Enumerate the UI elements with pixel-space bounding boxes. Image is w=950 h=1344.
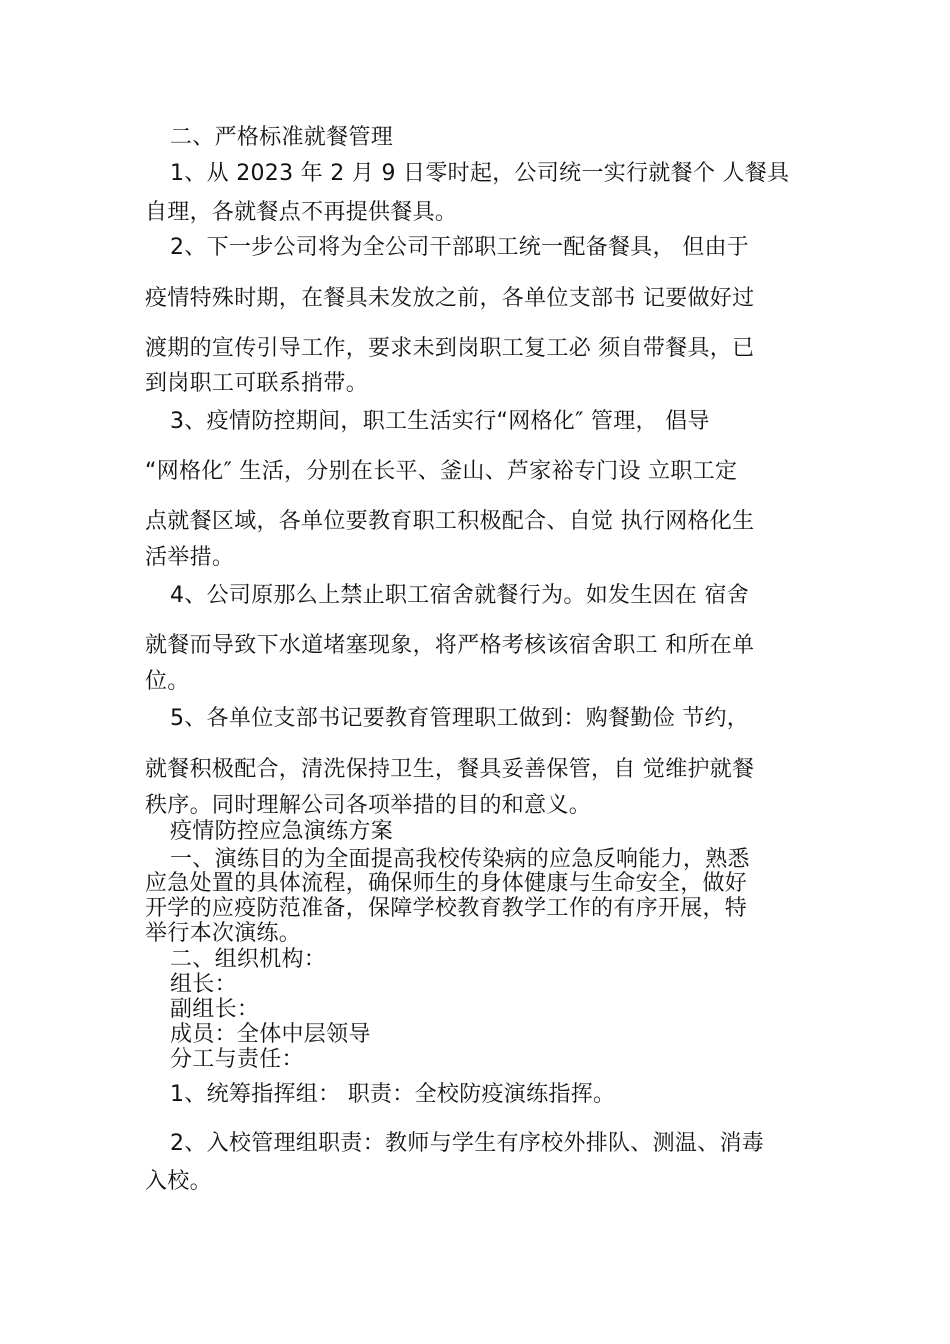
paragraph-line: 分工与责任：: [170, 1047, 304, 1072]
section-heading: 二、严格标准就餐管理: [170, 125, 394, 150]
paragraph-line: 秩序。同时理解公司各项举措的目的和意义。: [145, 793, 592, 818]
paragraph-line: 3、疫情防控期间，职工生活实行“网格化″ 管理， 倡导: [170, 409, 710, 434]
paragraph-line: 副组长：: [170, 997, 260, 1022]
paragraph-line: 就餐而导致下水道堵塞现象，将严格考核该宿舍职工 和所在单: [145, 633, 755, 658]
paragraph-line: 入校。: [145, 1169, 212, 1194]
paragraph-line: 1、统筹指挥组： 职责：全校防疫演练指挥。: [170, 1082, 616, 1107]
paragraph-line: 成员：全体中层领导: [170, 1022, 371, 1047]
paragraph-line: 点就餐区域，各单位要教育职工积极配合、自觉 执行网格化生: [145, 509, 755, 534]
paragraph-line: 到岗职工可联系捎带。: [145, 371, 369, 396]
paragraph-line: 举行本次演练。: [145, 921, 302, 946]
paragraph-line: 自理，各就餐点不再提供餐具。: [145, 200, 458, 225]
paragraph-line: 开学的应疫防范准备，保障学校教育教学工作的有序开展，特: [145, 896, 748, 921]
paragraph-line: 活举措。: [145, 545, 235, 570]
paragraph-line: 应急处置的具体流程，确保师生的身体健康与生命安全，做好: [145, 871, 748, 896]
paragraph-line: 渡期的宣传引导工作，要求未到岗职工复工必 须自带餐具，已: [145, 336, 755, 361]
paragraph-line: 疫情特殊时期，在餐具未发放之前，各单位支部书 记要做好过: [145, 286, 755, 311]
paragraph-line: 一、演练目的为全面提高我校传染病的应急反响能力，熟悉: [170, 847, 750, 872]
section-heading: 二、组织机构：: [170, 947, 327, 972]
paragraph-line: “网格化″ 生活，分别在长平、釜山、芦家裕专门设 立职工定: [145, 459, 738, 484]
paragraph-line: 就餐积极配合，清洗保持卫生，餐具妥善保管，自 觉维护就餐: [145, 757, 755, 782]
paragraph-line: 5、各单位支部书记要教育管理职工做到：购餐勤俭 节约，: [170, 706, 750, 731]
paragraph-line: 4、公司原那么上禁止职工宿舍就餐行为。如发生因在 宿舍: [170, 583, 750, 608]
paragraph-line: 位。: [145, 669, 190, 694]
paragraph-line: 2、下一步公司将为全公司干部职工统一配备餐具， 但由于: [170, 235, 750, 260]
paragraph-line: 2、入校管理组职责：教师与学生有序校外排队、测温、消毒: [170, 1131, 765, 1156]
paragraph-line: 组长：: [170, 972, 237, 997]
paragraph-line: 1、从 2023 年 2 月 9 日零时起，公司统一实行就餐个 人餐具: [170, 161, 790, 186]
section-title: 疫情防控应急演练方案: [170, 819, 394, 844]
